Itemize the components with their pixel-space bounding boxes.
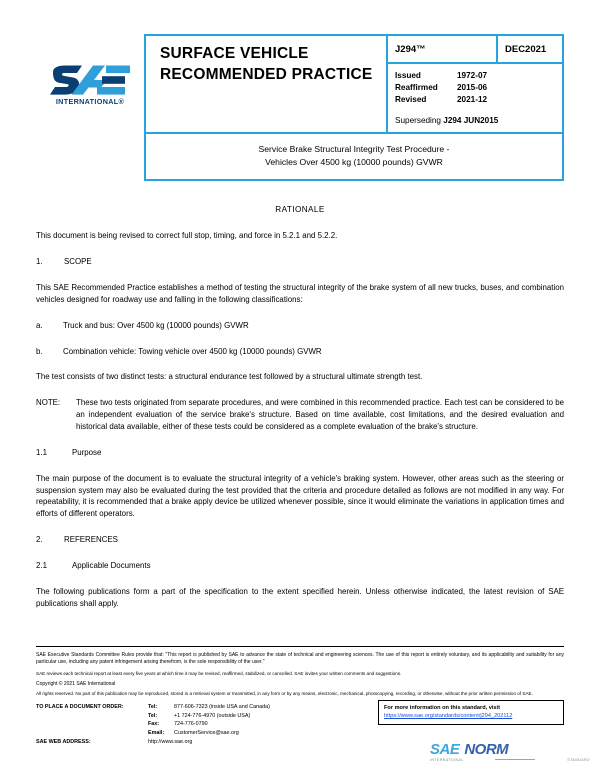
contact-line [148,712,372,721]
order-row [36,703,372,738]
document-title-line1: SURFACE VEHICLE [160,45,309,62]
document-footer [36,646,564,747]
web-address-value[interactable]: http://www.sae.org [148,738,193,745]
contact-key: Tel: [148,703,158,710]
document-date: DEC2021 [505,43,547,55]
watermark-standard-text: STANDARD [567,758,590,762]
contact-line [148,703,372,712]
superseding-value: J294 JUN2015 [443,115,499,125]
document-subtitle-box [144,134,564,182]
section-1-title: SCOPE [64,257,92,267]
list-item-text: Combination vehicle: Towing vehicle over 4500 kg (10000 pounds) GVWR [63,346,322,356]
contact-key: Email: [148,730,165,737]
section-2-1-number: 2.1 [36,561,47,571]
revised-value: 2021-12 [457,94,488,104]
reaffirmed-label: Reaffirmed [395,82,438,92]
section-1-1-heading [36,447,564,459]
footer-columns [36,703,564,747]
list-item-marker: a. [36,320,43,330]
section-1-1-number: 1.1 [36,447,47,457]
sae-logo-subtext: INTERNATIONAL® [55,97,125,107]
header-box [144,34,564,134]
meta-date-row [395,94,555,106]
watermark-sae-text: SAE [430,741,460,758]
meta-top-row [388,36,562,64]
meta-date-row [395,82,555,94]
note-label: NOTE: [36,398,61,408]
watermark-norm-text: NORM [464,741,509,758]
document-body [36,204,564,624]
committee-rules-text: SAE Executive Standards Committee Rules provide that: "This report is published by SAE to advance the state of technical and engineering sciences. The use of this report is entirely voluntary, and its applicability and suitability for any particular use, including any patent infringement arising therefrom, is the sole responsibility of the user." [36,652,564,666]
meta-dates-block [388,64,562,132]
sae-logo-cell [36,34,144,134]
two-tests-paragraph: The test consists of two distinct tests: a structural endurance test followed by a structural ultimate strength test. [36,372,423,382]
web-address-row [36,738,372,747]
note-text: These two tests originated from separate procedures, and were combined in this recommended practice. Each test can be considered to be an independent evaluation of the service brake's structure. Based on time available, cost limitations, and the desired evaluation and historical data available, either of these tests could be considered as a complete evaluation of the brake's structure. [76,398,564,432]
issued-value: 1972-07 [457,71,488,80]
rationale-paragraph: This document is being revised to correct full stop, timing, and force in 5.2.1 and 5.2.2. [36,231,338,241]
section-2-1-heading [36,560,564,572]
watermark-international-text: INTERNATIONAL [430,758,464,762]
contact-block [36,703,372,747]
document-title-line2: RECOMMENDED PRACTICE [160,65,373,83]
standard-url-link[interactable]: https://www.sae.org/standards/content/j294_202112 [384,712,513,719]
meta-date-row [395,70,555,82]
sae-logo-icon [49,65,131,95]
contact-line [148,720,372,729]
contact-email-value[interactable]: CustomerService@sae.org [174,730,239,737]
contact-line [148,729,372,738]
contact-value: 877-606-7323 (inside USA and Canada) [174,703,270,710]
scope-paragraph: This SAE Recommended Practice establishes a method of testing the structural integrity of the brake system of all new trucks, buses, and combination vehicles designed for roadway use and falling in the following classifications: [36,283,564,304]
references-paragraph: The following publications form a part of the specification to the extent specified herein. Unless otherwise indicated, the latest revision of SAE publications shall apply. [36,586,564,608]
document-title-cell [146,36,388,132]
list-item-marker: b. [36,346,43,356]
rights-reserved-text: All rights reserved. No part of this publication may be reproduced, stored in a retrieval system or transmitted, in any form or by any means, electronic, mechanical, photocopying, recording, or otherwise, without the prior written permission of SAE. [36,691,533,697]
header-top-row [36,34,564,134]
list-item [36,346,564,358]
section-2-1-title: Applicable Documents [72,561,151,571]
contact-value: +1 724-776-4970 (outside USA) [174,712,251,719]
watermark-subtext-row [430,758,590,762]
section-2-number: 2. [36,535,43,545]
document-number: J294™ [388,36,498,62]
reaffirmed-value: 2015-06 [457,82,488,92]
section-1-number: 1. [36,257,43,267]
more-information-title: For more information on this standard, visit [384,704,500,711]
copyright-text: Copyright © 2021 SAE International [36,681,116,688]
contact-value: 724-776-0790 [174,721,208,728]
more-information-box [378,700,564,725]
document-header [36,34,564,181]
purpose-paragraph: The main purpose of the document is to evaluate the structural integrity of a vehicle's braking system. However, other areas such as the steering or suspension system may also be evaluated during the test provided that the criteria and procedure detailed as follows are not modified in any way. For repeatability, it is recommended that a brake apply device be utilized whenever possible, since it would eliminate the variations in application times and efforts of different operators. [36,473,564,519]
document-meta-cell [388,36,562,132]
section-1-heading [36,256,564,268]
contact-key: Fax: [148,721,160,728]
section-2-heading [36,534,564,546]
section-2-title: REFERENCES [64,535,118,545]
issued-label: Issued [395,71,421,80]
list-item-text: Truck and bus: Over 4500 kg (10000 pounds) GVWR [63,320,249,330]
note-block [36,397,564,433]
superseding-label: Superseding [395,115,441,125]
web-address-label: SAE WEB ADDRESS: [36,738,91,745]
contact-lines [148,703,372,738]
revised-label: Revised [395,94,427,104]
list-item [36,320,564,332]
section-1-1-title: Purpose [72,447,102,457]
superseding-row [395,115,555,127]
order-label: TO PLACE A DOCUMENT ORDER: [36,703,124,710]
watermark-divider [495,759,535,760]
subtitle-line2: Vehicles Over 4500 kg (10000 pounds) GVWR [265,156,443,167]
subtitle-line1: Service Brake Structural Integrity Test Procedure - [258,143,450,154]
review-policy-text: SAE reviews each technical report at least every five years at which time it may be revised, reaffirmed, stabilized, or cancelled. SAE invites your written comments and suggestions. [36,670,402,676]
rationale-heading: RATIONALE [275,205,325,214]
footer-divider [36,646,564,647]
contact-key: Tel: [148,712,158,719]
